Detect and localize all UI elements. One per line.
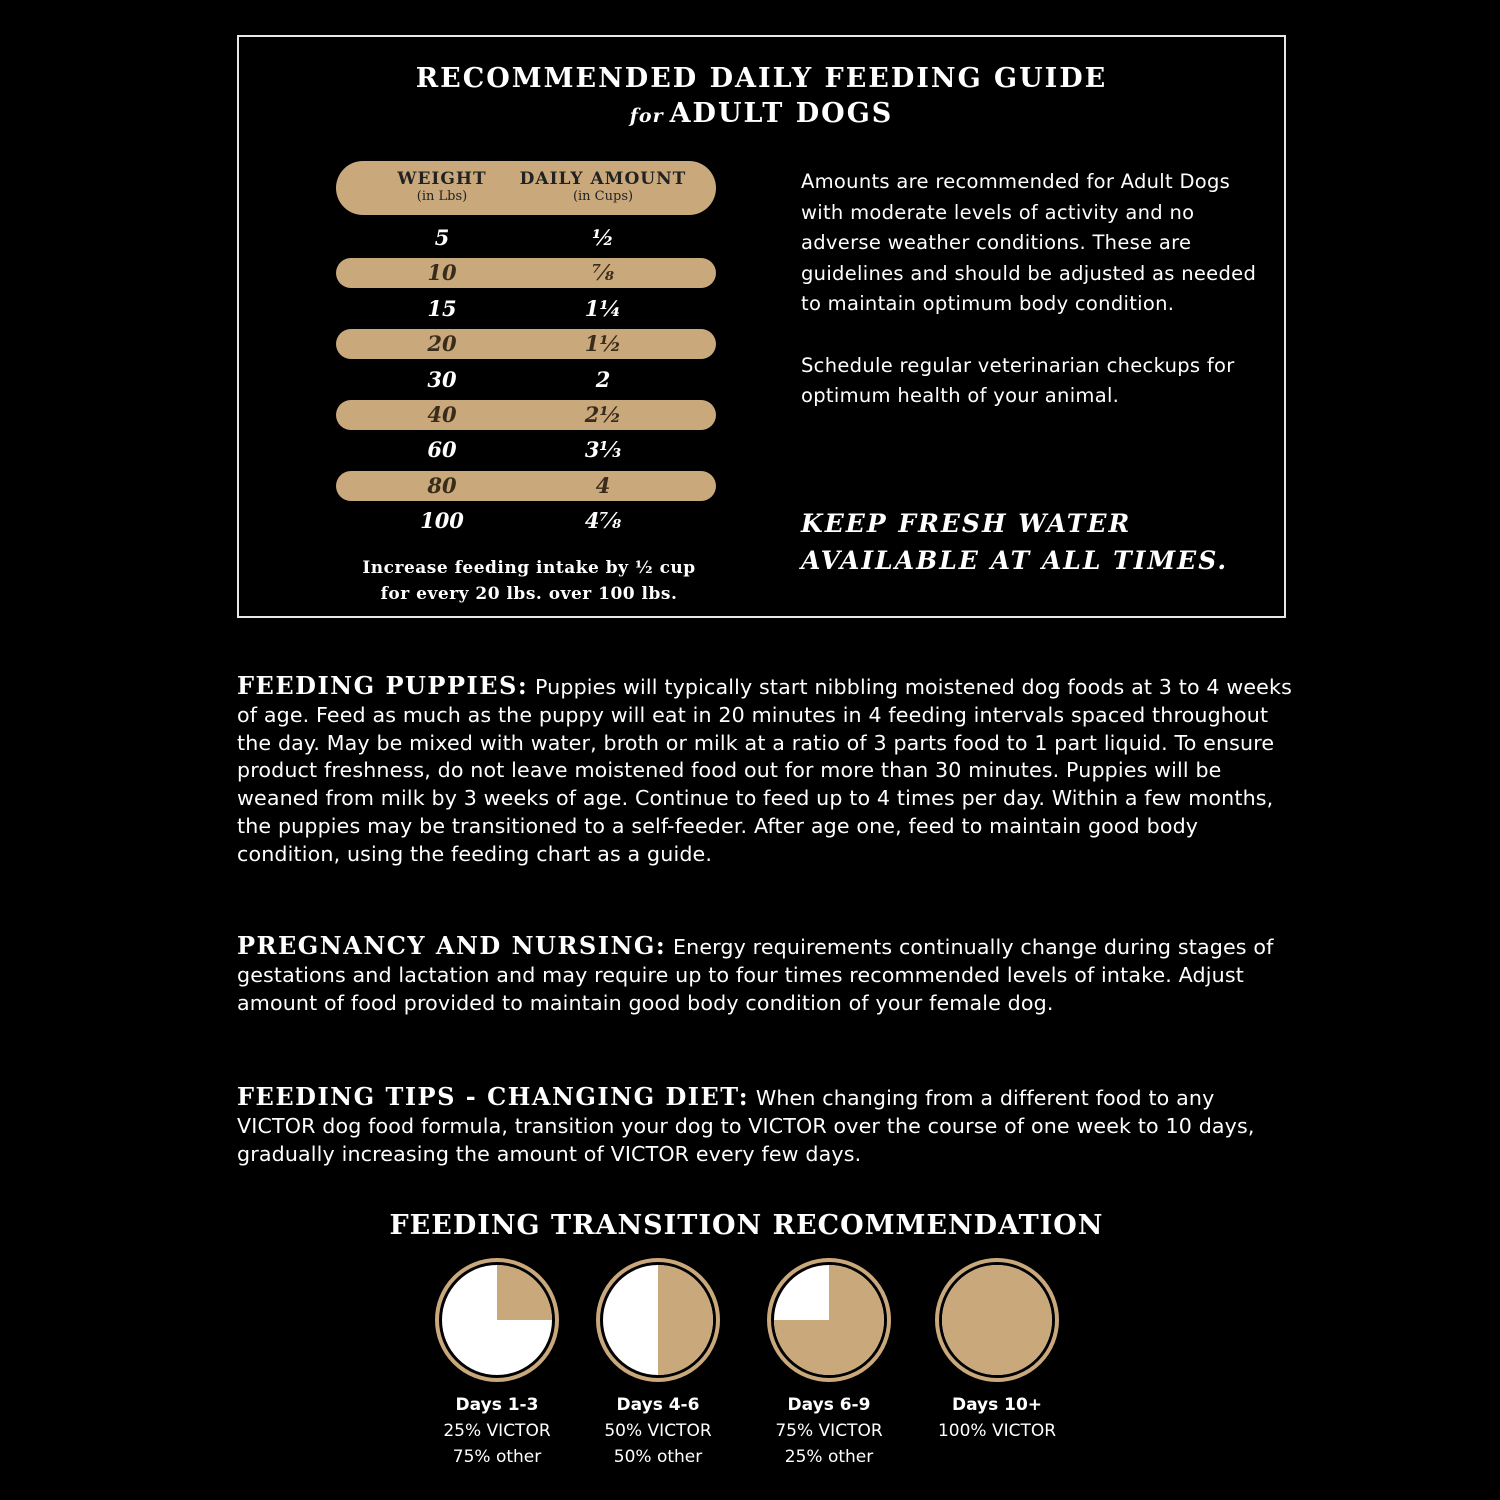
amount-cell: 2½: [584, 402, 622, 427]
guide-title-line2: [239, 98, 1284, 129]
transition-victor-percent: 50% VICTOR: [604, 1421, 712, 1441]
amount-cell: 1½: [584, 331, 622, 356]
table-row: [336, 365, 716, 395]
pregnancy-heading: PREGNANCY AND NURSING:: [237, 931, 667, 960]
guide-side-paragraph-1: Amounts are recommended for Adult Dogs with moderate levels of activity and no adverse weather conditions. These are guidelines and should be adjusted as needed to maintain optimum body condition.: [801, 170, 1257, 315]
transition-label-1: [417, 1392, 577, 1470]
transition-days: Days 4-6: [616, 1395, 700, 1415]
guide-title-line1: RECOMMENDED DAILY FEEDING GUIDE: [415, 63, 1108, 94]
amount-header-label: DAILY AMOUNT: [519, 169, 687, 189]
transition-other-percent: 50% other: [613, 1447, 703, 1467]
weight-cell: 100: [420, 508, 464, 533]
table-row: [336, 223, 716, 253]
amount-cell: 2: [595, 367, 611, 392]
amount-cell: 4: [595, 473, 611, 498]
weight-header-unit: (in Lbs): [416, 189, 468, 204]
transition-title: FEEDING TRANSITION RECOMMENDATION: [389, 1210, 1104, 1241]
weight-cell: 60: [427, 437, 457, 462]
feeding-puppies-body: Puppies will typically start nibbling moistened dog foods at 3 to 4 weeks of age. Feed as much as the puppy will eat in 20 minutes in 4 feeding intervals spaced throughout the day. May be mixed with water, broth or milk at a ratio of 3 parts food to 1 part liquid. To ensure product freshness, do not leave moistened food out for more than 30 minutes. Puppies will be weaned from milk by 3 weeks of age. Continue to feed up to 4 times per day. Within a few months, the puppies may be transitioned to a self-feeder. After age one, feed to maintain good body condition, using the feeding chart as a guide.: [237, 675, 1292, 866]
pregnancy-section: [237, 932, 1297, 1017]
weight-cell: 30: [427, 367, 457, 392]
transition-pie-3: [764, 1255, 894, 1385]
feeding-puppies-section: [237, 672, 1297, 869]
weight-cell: 20: [427, 331, 457, 356]
transition-victor-percent: 25% VICTOR: [443, 1421, 551, 1441]
weight-column-header: [372, 169, 512, 205]
feeding-puppies-heading: FEEDING PUPPIES:: [237, 671, 529, 700]
fresh-water-line1: KEEP FRESH WATER: [801, 509, 1132, 538]
transition-other-percent: 25% other: [784, 1447, 874, 1467]
amount-cell: 4⅞: [584, 508, 622, 533]
table-note-line2: for every 20 lbs. over 100 lbs.: [380, 584, 678, 604]
table-note-line1: Increase feeding intake by ½ cup: [362, 558, 696, 578]
feeding-tips-body: When changing from a different food to any VICTOR dog food formula, transition your dog to VICTOR over the course of one week to 10 days, gradually increasing the amount of VICTOR every few days.: [237, 1086, 1255, 1166]
transition-other-percent: 75% other: [452, 1447, 542, 1467]
feeding-tips-heading: FEEDING TIPS - CHANGING DIET:: [237, 1082, 750, 1111]
guide-title-adult-dogs: ADULT DOGS: [669, 98, 894, 129]
transition-victor-percent: 75% VICTOR: [775, 1421, 883, 1441]
transition-pie-4: [932, 1255, 1062, 1385]
table-row: [336, 400, 716, 430]
table-row: [336, 294, 716, 324]
table-row: [336, 506, 716, 536]
transition-pie-2: [593, 1255, 723, 1385]
pie-victor-portion: [497, 1265, 552, 1320]
transition-days: Days 10+: [951, 1395, 1043, 1415]
transition-label-3: [749, 1392, 909, 1470]
transition-days: Days 6-9: [787, 1395, 871, 1415]
table-row: [336, 471, 716, 501]
weight-cell: 15: [427, 296, 457, 321]
guide-side-text: [801, 167, 1261, 443]
guide-side-paragraph-2: Schedule regular veterinarian checkups for optimum health of your animal.: [801, 353, 1235, 407]
transition-label-2: [578, 1392, 738, 1470]
weight-cell: 5: [434, 225, 450, 250]
feeding-table-header: [336, 161, 716, 215]
fresh-water-notice: [801, 505, 1271, 579]
guide-title-for: for: [629, 105, 664, 127]
table-row: [336, 329, 716, 359]
pregnancy-body: Energy requirements continually change during stages of gestations and lactation and may require up to four times recommended levels of intake. Adjust amount of food provided to maintain good body condition of your female dog.: [237, 935, 1274, 1015]
weight-cell: 10: [427, 260, 457, 285]
amount-header-unit: (in Cups): [572, 189, 634, 204]
table-row: [336, 435, 716, 465]
transition-days: Days 1-3: [455, 1395, 539, 1415]
amount-cell: ½: [592, 225, 614, 250]
fresh-water-line2: AVAILABLE AT ALL TIMES.: [801, 546, 1229, 575]
amount-column-header: [508, 169, 698, 205]
weight-header-label: WEIGHT: [397, 169, 487, 189]
weight-cell: 80: [427, 473, 457, 498]
table-row: [336, 258, 716, 288]
feeding-tips-section: [237, 1083, 1297, 1168]
transition-pie-1: [432, 1255, 562, 1385]
weight-cell: 40: [427, 402, 457, 427]
amount-cell: 3⅓: [584, 437, 622, 462]
pie-victor-portion: [942, 1265, 1052, 1375]
feeding-guide-box: [237, 35, 1286, 618]
amount-cell: ⅞: [592, 260, 614, 285]
transition-victor-percent: 100% VICTOR: [937, 1421, 1057, 1441]
amount-cell: 1¼: [584, 296, 622, 321]
transition-label-4: [917, 1392, 1077, 1444]
table-note: [319, 555, 739, 607]
